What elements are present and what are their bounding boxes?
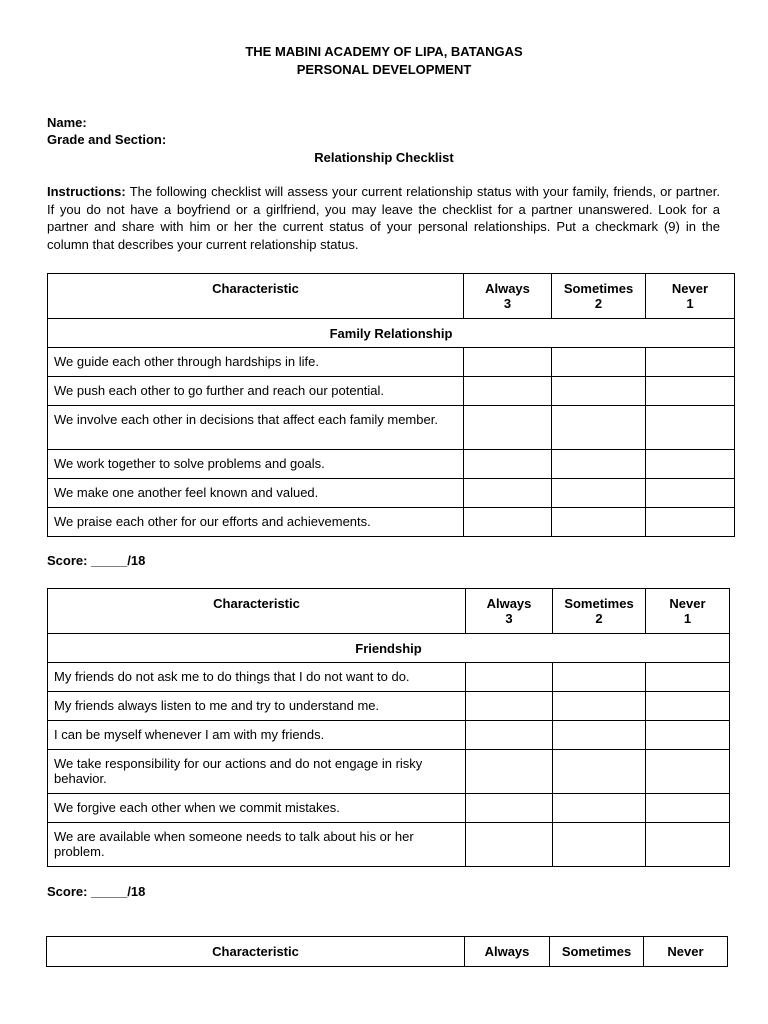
sometimes-checkbox[interactable] [553, 721, 646, 750]
characteristic-cell: We guide each other through hardships in life. [48, 348, 464, 377]
characteristic-cell: We push each other to go further and reach our potential. [48, 377, 464, 406]
family-score: Score: _____/18 [47, 553, 146, 568]
always-checkbox[interactable] [466, 823, 553, 867]
sometimes-header: Sometimes [550, 937, 644, 967]
always-checkbox[interactable] [464, 377, 552, 406]
table-row [48, 823, 730, 867]
always-header: Always 3 [464, 274, 552, 319]
table-row [48, 450, 735, 479]
characteristic-cell: We praise each other for our efforts and achievements. [48, 508, 464, 537]
table-row [48, 663, 730, 692]
always-checkbox[interactable] [466, 721, 553, 750]
table-row [48, 479, 735, 508]
table-header-row [47, 937, 728, 967]
name-label: Name: [47, 115, 87, 130]
never-checkbox[interactable] [646, 377, 735, 406]
table-row [48, 508, 735, 537]
never-checkbox[interactable] [646, 750, 730, 794]
characteristic-cell: My friends do not ask me to do things that I do not want to do. [48, 663, 466, 692]
sometimes-checkbox[interactable] [553, 794, 646, 823]
characteristic-cell: We take responsibility for our actions and do not engage in risky behavior. [48, 750, 466, 794]
characteristic-cell: We make one another feel known and valued. [48, 479, 464, 508]
instructions-text: The following checklist will assess your current relationship status with your family, friends, or partner. If you do not have a boyfriend or a girlfriend, you may leave the checklist for a partner unanswered. Look for a partner and share with him or her the current status of your personal relationships. Put a checkmark (9) in the column that describes your current relationship status. [47, 184, 720, 252]
never-header: Never 1 [646, 589, 730, 634]
section-heading: Friendship [48, 634, 730, 663]
table-row [48, 377, 735, 406]
characteristic-cell: We are available when someone needs to talk about his or her problem. [48, 823, 466, 867]
never-checkbox[interactable] [646, 508, 735, 537]
always-checkbox[interactable] [464, 479, 552, 508]
characteristic-cell: My friends always listen to me and try to understand me. [48, 692, 466, 721]
sometimes-checkbox[interactable] [552, 348, 646, 377]
friendship-table [47, 588, 730, 867]
sometimes-checkbox[interactable] [553, 823, 646, 867]
always-checkbox[interactable] [466, 663, 553, 692]
family-table [47, 273, 735, 537]
never-checkbox[interactable] [646, 406, 735, 450]
instructions-label: Instructions: [47, 184, 126, 199]
always-checkbox[interactable] [466, 750, 553, 794]
always-checkbox[interactable] [464, 508, 552, 537]
section-heading: Family Relationship [48, 319, 735, 348]
grade-section-label: Grade and Section: [47, 132, 167, 147]
sometimes-checkbox[interactable] [552, 450, 646, 479]
table-row [48, 406, 735, 450]
school-name: THE MABINI ACADEMY OF LIPA, BATANGAS [245, 44, 523, 59]
never-header: Never 1 [646, 274, 735, 319]
characteristic-cell: I can be myself whenever I am with my friends. [48, 721, 466, 750]
sometimes-checkbox[interactable] [552, 508, 646, 537]
friendship-score: Score: _____/18 [47, 884, 146, 899]
checklist-title: Relationship Checklist [314, 150, 454, 165]
sometimes-checkbox[interactable] [553, 663, 646, 692]
characteristic-header: Characteristic [48, 274, 464, 319]
always-header: Always 3 [466, 589, 553, 634]
characteristic-cell: We forgive each other when we commit mistakes. [48, 794, 466, 823]
never-checkbox[interactable] [646, 721, 730, 750]
characteristic-header: Characteristic [48, 589, 466, 634]
table-row [48, 794, 730, 823]
sometimes-checkbox[interactable] [552, 377, 646, 406]
sometimes-header: Sometimes 2 [553, 589, 646, 634]
table-header-row [48, 274, 735, 319]
always-checkbox[interactable] [466, 692, 553, 721]
sometimes-checkbox[interactable] [552, 406, 646, 450]
never-checkbox[interactable] [646, 450, 735, 479]
table-row [48, 721, 730, 750]
table-row [48, 692, 730, 721]
never-checkbox[interactable] [646, 692, 730, 721]
always-header: Always [465, 937, 550, 967]
never-checkbox[interactable] [646, 823, 730, 867]
never-checkbox[interactable] [646, 348, 735, 377]
sometimes-header: Sometimes 2 [552, 274, 646, 319]
sometimes-checkbox[interactable] [552, 479, 646, 508]
always-checkbox[interactable] [464, 348, 552, 377]
always-checkbox[interactable] [466, 794, 553, 823]
always-checkbox[interactable] [464, 450, 552, 479]
table-row [48, 750, 730, 794]
characteristic-header: Characteristic [47, 937, 465, 967]
never-header: Never [644, 937, 728, 967]
never-checkbox[interactable] [646, 794, 730, 823]
always-checkbox[interactable] [464, 406, 552, 450]
characteristic-cell: We work together to solve problems and goals. [48, 450, 464, 479]
partner-table [46, 936, 728, 967]
never-checkbox[interactable] [646, 479, 735, 508]
characteristic-cell: We involve each other in decisions that affect each family member. [48, 406, 464, 450]
sometimes-checkbox[interactable] [553, 692, 646, 721]
table-header-row [48, 589, 730, 634]
sometimes-checkbox[interactable] [553, 750, 646, 794]
instructions [47, 183, 720, 253]
subject-title: PERSONAL DEVELOPMENT [296, 62, 472, 77]
table-row [48, 348, 735, 377]
never-checkbox[interactable] [646, 663, 730, 692]
